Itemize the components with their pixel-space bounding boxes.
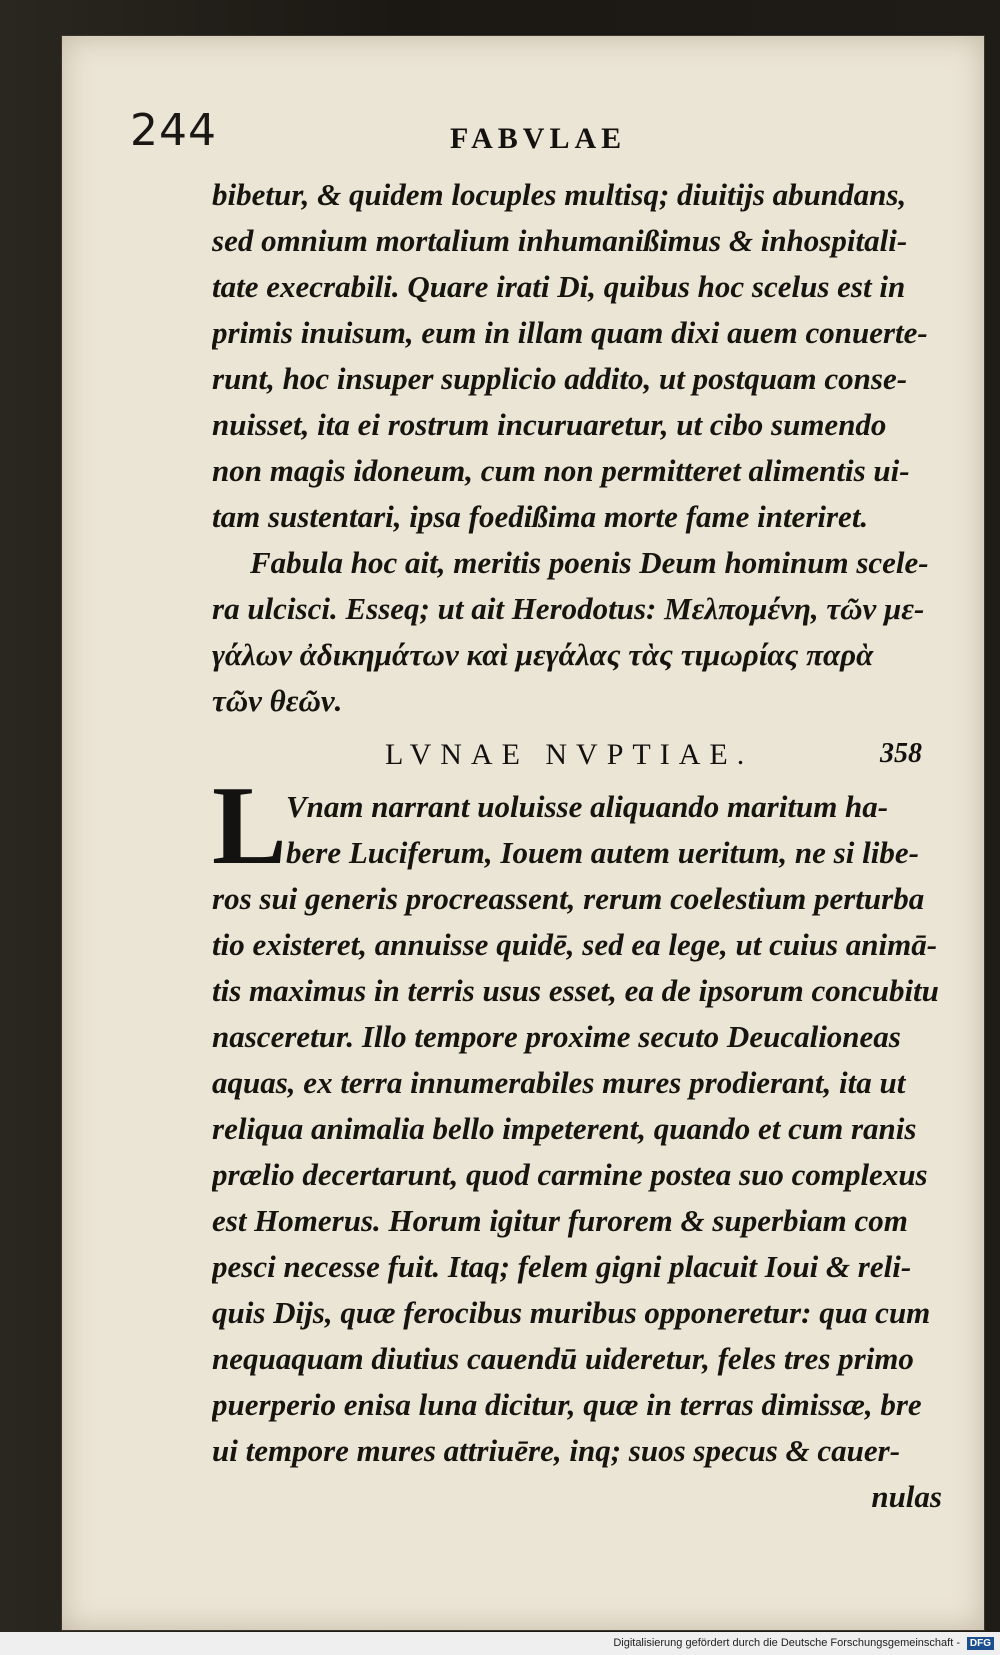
text-line: tam sustentari, ipsa foedißima morte fame interiret.: [212, 499, 869, 534]
text-line: sed omnium mortalium inhumanißimus & inhospitali-: [212, 223, 908, 258]
catchword: nulas: [871, 1479, 942, 1514]
text-line: non magis idoneum, cum non permitteret alimentis ui-: [212, 453, 910, 488]
text-line: ui tempore mures attriuēre, inq; suos specus & cauer-: [212, 1433, 901, 1468]
text-line: ros sui generis procreassent, rerum coelestium perturba: [212, 881, 925, 916]
footer-credit: Digitalisierung gefördert durch die Deutsche Forschungsgemeinschaft -: [613, 1637, 960, 1649]
text-line: tis maximus in terris usus esset, ea de ipsorum concubitu: [212, 973, 939, 1008]
text-line: primis inuisum, eum in illam quam dixi auem conuerte-: [212, 315, 928, 350]
text-line: bibetur, & quidem locuples multisq; diuitijs abundans,: [212, 177, 907, 212]
text-line: aquas, ex terra innumerabiles mures prodierant, ita ut: [212, 1065, 906, 1100]
section-number: 358: [880, 738, 922, 769]
section-title: LVNAE NVPTIAE.: [385, 738, 754, 771]
text-line: quis Dijs, quæ ferocibus muribus opponeretur: qua cum: [212, 1295, 931, 1330]
text-line-greek: γάλων ἀδικημάτων καὶ μεγάλας τὰς τιμωρίας παρὰ: [212, 637, 874, 672]
text-line: puerperio enisa luna dicitur, quæ in terras dimissæ, bre: [212, 1387, 922, 1422]
running-head: FABVLAE: [450, 122, 627, 155]
text-line: bere Luciferum, Iouem autem ueritum, ne si libe-: [286, 835, 919, 870]
text-line: nuisset, ita ei rostrum incuruaretur, ut cibo sumendo: [212, 407, 887, 442]
dfg-logo: DFG: [967, 1637, 994, 1650]
text-line: Vnam narrant uoluisse aliquando maritum ha-: [286, 789, 889, 824]
text-line: runt, hoc insuper supplicio addito, ut postquam conse-: [212, 361, 908, 396]
text-line: ra ulcisci. Esseq; ut ait Herodotus: Μελπομένη, τῶν με-: [212, 591, 925, 626]
text-line: pesci necesse fuit. Itaq; felem gigni placuit Ioui & reli-: [212, 1249, 912, 1284]
text-line: prælio decertarunt, quod carmine postea suo complexus: [212, 1157, 928, 1192]
text-line: Fabula hoc ait, meritis poenis Deum hominum scele-: [250, 545, 929, 580]
text-line-greek: τῶν θεῶν.: [212, 683, 343, 718]
text-line: nasceretur. Illo tempore proxime secuto Deucalioneas: [212, 1019, 901, 1054]
drop-cap: L: [212, 764, 287, 888]
page-number: 244: [130, 105, 217, 156]
text-line: tio existeret, annuisse quidē, sed ea lege, ut cuius animā-: [212, 927, 938, 962]
text-line: est Homerus. Horum igitur furorem & superbiam com: [212, 1203, 908, 1238]
text-line: tate execrabili. Quare irati Di, quibus hoc scelus est in: [212, 269, 906, 304]
text-line: nequaquam diutius cauendū uideretur, feles tres primo: [212, 1341, 914, 1376]
text-line: reliqua animalia bello impeterent, quando et cum ranis: [212, 1111, 917, 1146]
